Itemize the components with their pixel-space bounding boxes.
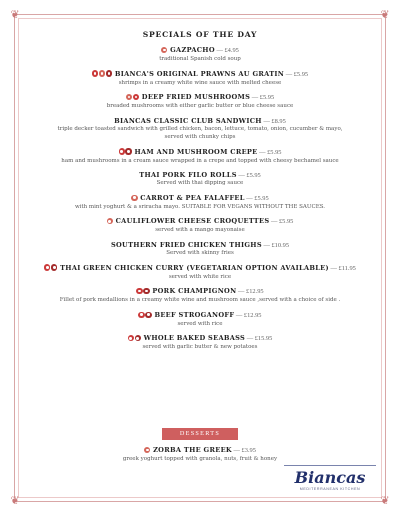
- dietary-icons: [126, 94, 140, 102]
- menu-item-description: Served with skinny fries: [166, 249, 234, 256]
- menu-item-heading: [0, 70, 400, 79]
- vegetarian-icon: [99, 70, 105, 76]
- vegetarian-icon: [107, 218, 113, 224]
- menu-item-description: served with chunky chips: [164, 133, 236, 140]
- menu-item: [0, 70, 400, 87]
- biancas-logo: [284, 462, 376, 494]
- menu-item-price: — £5.95: [244, 194, 269, 202]
- menu-item-name: WHOLE BAKED SEABASS: [143, 334, 246, 343]
- menu-item-heading: [0, 46, 400, 55]
- menu-item-price: — £5.95: [284, 70, 309, 78]
- menu-item-description: Fillet of pork medallions in a creamy white wine and mushroom sauce ,served with a choice of side .: [59, 297, 341, 304]
- menu-item-description: shrimps in a creamy white wine sauce with melted cheese: [118, 79, 282, 86]
- menu-item: [0, 241, 400, 257]
- menu-item-price: — £12.95: [234, 311, 262, 319]
- gluten-free-icon: [138, 312, 144, 318]
- vegetarian-icon: [131, 195, 137, 201]
- menu-item-price: — £5.95: [257, 148, 282, 156]
- menu-item-name: THAI GREEN CHICKEN CURRY (VEGETARIAN OPTION AVAILABLE): [60, 263, 329, 272]
- menu-item-description: with mint yoghurt & a sriracha mayo. SUITABLE FOR VEGANS WITHOUT THE SAUCES.: [74, 203, 326, 210]
- menu-item: [0, 287, 400, 304]
- menu-item-name: ZORBA THE GREEK: [153, 446, 232, 454]
- gluten-free-icon: [136, 288, 142, 294]
- menu-item-price: — £10.95: [261, 241, 290, 249]
- menu-item: [0, 446, 400, 463]
- menu-item-name: BIANCAS CLASSIC CLUB SANDWICH: [114, 116, 262, 125]
- menu-item-description: served with garlic butter & new potatoes: [142, 344, 258, 351]
- menu-item-name: SOUTHERN FRIED CHICKEN THIGHS: [110, 240, 262, 249]
- menu-item-name: HAM AND MUSHROOM CREPE: [134, 147, 258, 156]
- vegetarian-icon: [144, 447, 150, 453]
- logo-rule: [284, 465, 376, 466]
- menu-item-price: — £11.95: [328, 264, 356, 272]
- logo-tagline: MEDITERRANEAN KITCHEN: [299, 487, 361, 491]
- menu-item-price: — £5.95: [269, 218, 294, 226]
- vegetarian-icon: [126, 94, 132, 100]
- dietary-icons: [131, 195, 138, 203]
- corner-ornament-icon: ❦: [10, 494, 20, 507]
- menu-item: [0, 117, 400, 141]
- dietary-icons: [144, 447, 151, 455]
- menu-item-heading: [0, 217, 400, 226]
- menu-item-name: GAZPACHO: [170, 46, 215, 54]
- menu-item-name: PORK CHAMPIGNON: [152, 287, 237, 296]
- corner-ornament-icon: ❦: [10, 8, 20, 21]
- pork-icon: [51, 264, 57, 270]
- menu-item: [0, 171, 400, 187]
- menu-item-name: BIANCA'S ORIGINAL PRAWNS AU GRATIN: [114, 69, 285, 78]
- pork-icon: [143, 288, 149, 294]
- menu-item-name: DEEP FRIED MUSHROOMS: [141, 93, 251, 102]
- desserts-heading: DESSERTS: [162, 428, 238, 440]
- menu-item-heading: [0, 287, 400, 296]
- menu-item-price: — £12.95: [236, 288, 264, 296]
- menu-item-heading: [0, 194, 400, 203]
- menu-item: [0, 311, 400, 328]
- menu-item: [0, 194, 400, 211]
- menu-item: [0, 264, 400, 281]
- menu-item-price: — £3.95: [231, 447, 256, 454]
- corner-ornament-icon: ❦: [380, 8, 390, 21]
- vegetarian-icon: [161, 47, 167, 53]
- menu-item-description: breaded mushrooms with either garlic butter or blue cheese sauce: [106, 103, 294, 110]
- menu-item-heading: [0, 334, 400, 343]
- menu-item-name: CARROT & PEA FALAFFEL: [140, 193, 245, 202]
- menu-item-price: — £15.95: [245, 335, 273, 343]
- menu-item-price: — £5.95: [236, 172, 261, 180]
- menu-item-heading: [0, 148, 400, 157]
- dietary-icons: [161, 47, 168, 55]
- menu-item-heading: [0, 117, 400, 125]
- menu-item-description: greek yoghurt topped with granola, nuts, fruit & honey: [122, 456, 278, 462]
- gluten-free-icon: [133, 94, 139, 100]
- menu-item: [0, 334, 400, 351]
- gluten-free-icon: [128, 335, 134, 341]
- page-title: SPECIALS OF THE DAY: [142, 30, 258, 39]
- dietary-icons: [107, 218, 114, 226]
- dietary-icons: [92, 70, 113, 78]
- dietary-icons: [44, 264, 58, 272]
- menu-item-heading: [0, 311, 400, 320]
- menu-item-heading: [0, 171, 400, 179]
- menu-item-price: — £8.95: [261, 117, 286, 125]
- gluten-free-icon: [44, 264, 50, 270]
- menu-item-description: served with rice: [177, 320, 223, 327]
- menu-item-description: served with white rice: [168, 273, 232, 280]
- menu-item-price: — £4.95: [214, 47, 239, 54]
- menu-item: [0, 93, 400, 110]
- menu-item-description: traditional Spanish cold soup: [159, 56, 241, 62]
- dietary-icons: [136, 288, 150, 296]
- pork-icon: [145, 312, 151, 318]
- menu-item-description: triple decker toasted sandwich with grilled chicken, bacon, lettuce, tomato, onion, cucumber & mayo,: [57, 125, 343, 132]
- pork-icon: [135, 335, 141, 341]
- menu-item-name: CAULIFLOWER CHEESE CROQUETTES: [115, 217, 270, 226]
- specials-list: [0, 46, 400, 358]
- menu-item-heading: [0, 93, 400, 102]
- logo-wordmark: Biancas: [294, 468, 366, 487]
- gluten-free-icon: [92, 70, 98, 76]
- menu-item-name: BEEF STROGANOFF: [154, 310, 235, 319]
- menu-item-heading: [0, 264, 400, 273]
- menu-item-name: THAI PORK FILO ROLLS: [139, 171, 237, 180]
- menu-item-description: Served with thai dipping sauce: [156, 180, 244, 187]
- menu-item-price: — £5.95: [250, 94, 275, 102]
- menu-item-heading: [0, 241, 400, 249]
- menu-item: [0, 46, 400, 63]
- menu-item-description: served with a mango mayonaise: [155, 227, 245, 234]
- corner-ornament-icon: ❦: [380, 494, 390, 507]
- menu-item: [0, 217, 400, 234]
- menu-item-heading: [0, 446, 400, 455]
- pork-icon: [125, 148, 131, 154]
- dietary-icons: [119, 148, 133, 156]
- menu-item: [0, 148, 400, 165]
- pork-icon: [106, 70, 112, 76]
- dietary-icons: [128, 335, 142, 343]
- gluten-free-icon: [119, 148, 125, 154]
- menu-item-description: ham and mushrooms in a cream sauce wrapped in a crepe and topped with cheesy bechamel sauce: [61, 157, 339, 164]
- dietary-icons: [138, 312, 152, 320]
